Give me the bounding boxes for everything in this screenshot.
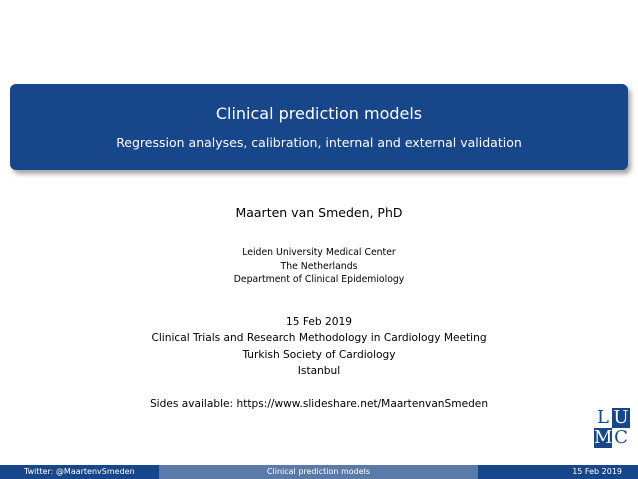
institute-block: [0, 246, 638, 287]
institute-line: Leiden University Medical Center: [242, 247, 396, 258]
institute-line: The Netherlands: [280, 260, 358, 272]
event-organizer: Turkish Society of Cardiology: [242, 348, 396, 361]
logo-letter: C: [612, 428, 630, 448]
logo-letter: L: [594, 408, 612, 428]
footer-date: 15 Feb 2019: [478, 465, 638, 479]
event-date: 15 Feb 2019: [286, 316, 352, 328]
title-block: [10, 84, 628, 170]
logo-letter: U: [613, 407, 629, 428]
slides-available-link: Sides available: https://www.slideshare.net/MaartenvanSmeden: [149, 398, 489, 410]
event-name: Clinical Trials and Research Methodology in Cardiology Meeting: [151, 332, 487, 345]
slide-subtitle: Regression analyses, calibration, internal and external validation: [116, 135, 522, 150]
footer-title: Clinical prediction models: [159, 465, 478, 479]
logo-letter: M: [594, 427, 613, 448]
event-block: [0, 314, 638, 379]
footer-author: Twitter: @MaartenvSmeden: [0, 465, 159, 479]
footer-bar: [0, 465, 638, 479]
slide-title: Clinical prediction models: [215, 104, 423, 123]
author-name: Maarten van Smeden, PhD: [235, 205, 403, 220]
institute-line: Department of Clinical Epidemiology: [233, 274, 405, 285]
lumc-logo: [594, 408, 630, 448]
event-location: Istanbul: [297, 364, 341, 377]
